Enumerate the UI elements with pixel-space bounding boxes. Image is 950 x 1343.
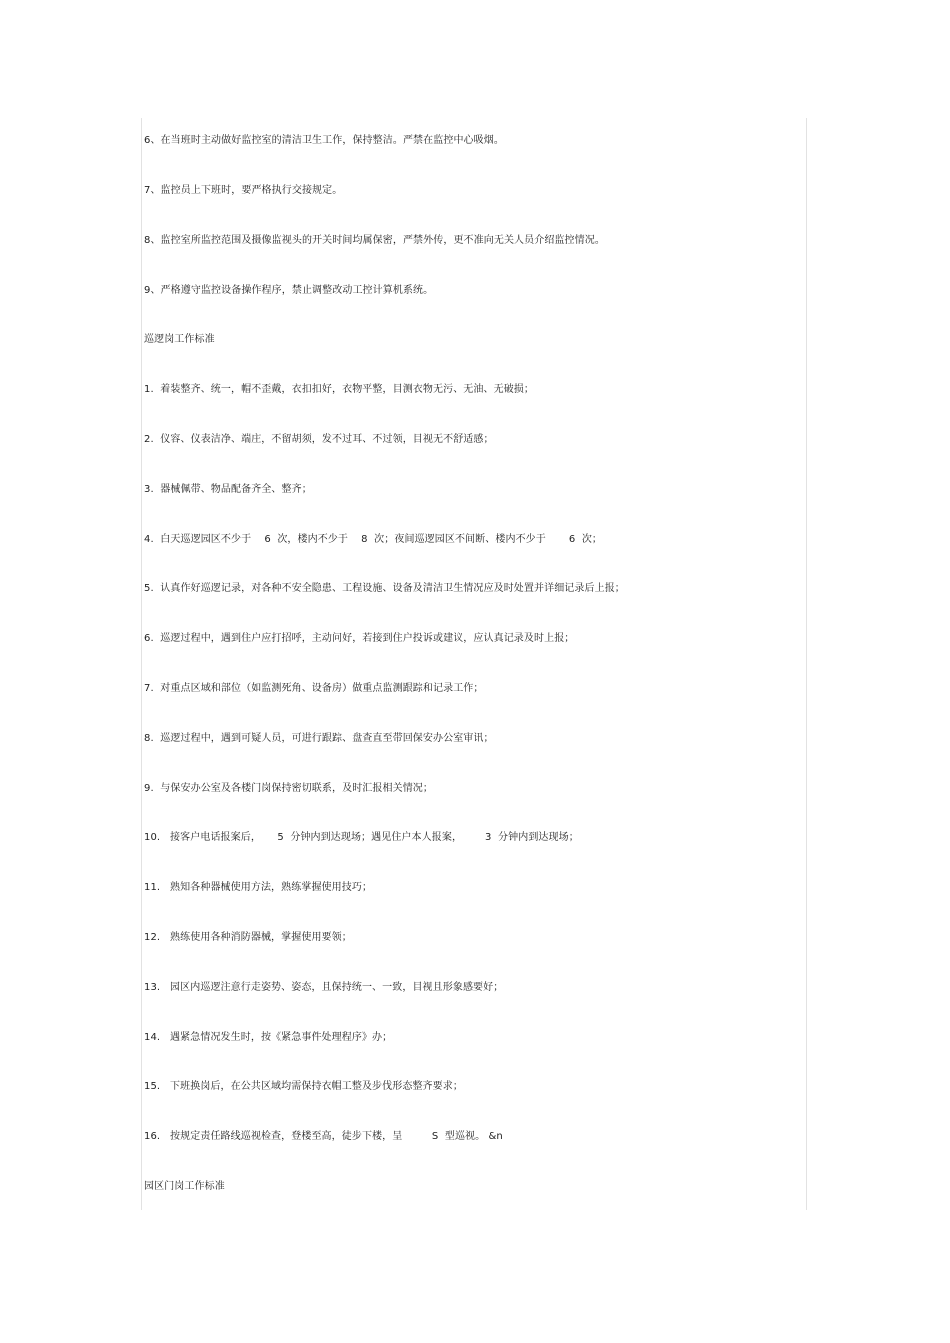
rule-item-9: 9、严格遵守监控设备操作程序，禁止调整改动工控计算机系统。 (144, 285, 434, 296)
patrol-item-4: 4. 白天巡逻园区不少于 6 次，楼内不少于 8 次；夜间巡逻园区不间断、楼内不少于 6 次； (144, 534, 603, 545)
patrol-item-3: 3. 器械佩带、物品配备齐全、整齐； (144, 484, 312, 495)
patrol-item-13: 13. 园区内巡逻注意行走姿势、姿态，且保持统一、一致，目视且形象感要好； (144, 982, 504, 993)
patrol-item-12: 12. 熟练使用各种消防器械，掌握使用要领； (144, 932, 352, 943)
rule-item-7: 7、监控员上下班时，要严格执行交接规定。 (144, 185, 343, 196)
patrol-item-15: 15. 下班换岗后，在公共区域均需保持衣帽工整及步伐形态整齐要求； (144, 1081, 463, 1092)
left-margin-rule (141, 118, 142, 1210)
patrol-item-14: 14. 遇紧急情况发生时，按《紧急事件处理程序》办； (144, 1032, 393, 1043)
patrol-item-2: 2. 仪容、仪表洁净、端庄，不留胡须，发不过耳、不过领，目视无不舒适感； (144, 434, 494, 445)
patrol-item-9: 9. 与保安办公室及各楼门岗保持密切联系，及时汇报相关情况； (144, 783, 433, 794)
patrol-item-10: 10. 接客户电话报案后， 5 分钟内到达现场；遇见住户本人报案， 3 分钟内到达现场； (144, 832, 579, 843)
patrol-item-5: 5. 认真作好巡逻记录，对各种不安全隐患、工程设施、设备及清洁卫生情况应及时处置并详细记录后上报； (144, 583, 625, 594)
section-heading-patrol: 巡逻岗工作标准 (144, 334, 215, 345)
patrol-item-6: 6. 巡逻过程中，遇到住户应打招呼，主动问好，若接到住户投诉或建议，应认真记录及时上报； (144, 633, 575, 644)
patrol-item-16: 16. 按规定责任路线巡视检查，登楼至高，徒步下楼，呈 S 型巡视。 &n (144, 1131, 503, 1142)
rule-item-6: 6、在当班时主动做好监控室的清洁卫生工作，保持整洁。严禁在监控中心吸烟。 (144, 135, 504, 146)
patrol-item-8: 8. 巡逻过程中，遇到可疑人员，可进行跟踪、盘查直至带回保安办公室审讯； (144, 733, 494, 744)
patrol-item-7: 7. 对重点区域和部位（如监测死角、设备房）做重点监测跟踪和记录工作； (144, 683, 484, 694)
section-heading-gate: 园区门岗工作标准 (144, 1181, 225, 1192)
patrol-item-11: 11. 熟知各种器械使用方法，熟练掌握使用技巧； (144, 882, 373, 893)
rule-item-8: 8、监控室所监控范围及摄像监视头的开关时间均属保密，严禁外传，更不准向无关人员介绍监控情况。 (144, 235, 605, 246)
right-margin-rule (806, 118, 807, 1210)
patrol-item-1: 1. 着装整齐、统一，帽不歪戴，衣扣扣好，衣物平整，目测衣物无污、无油、无破损； (144, 384, 534, 395)
